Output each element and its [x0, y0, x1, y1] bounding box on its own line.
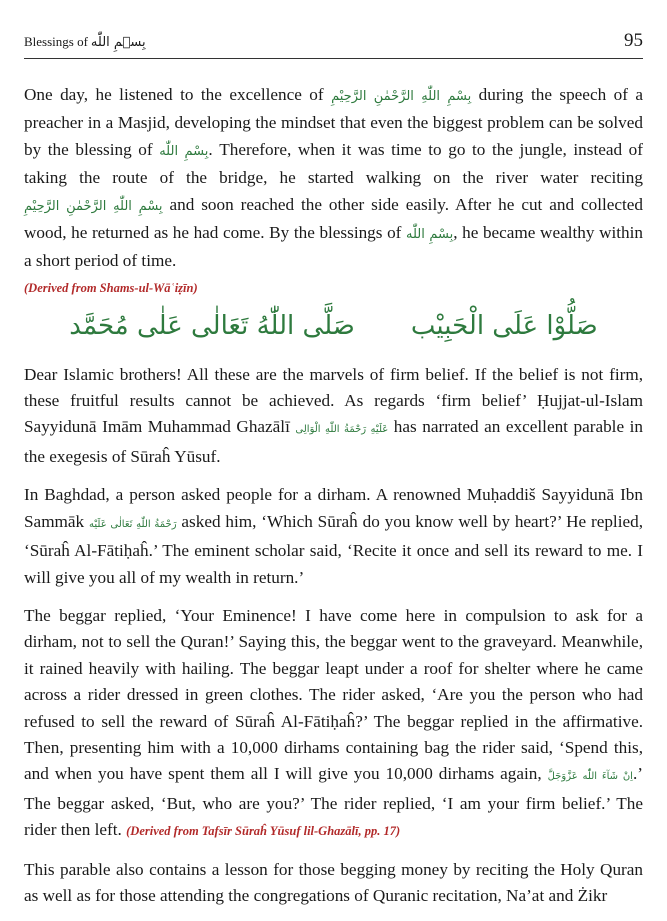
- arabic-bismillah: بِسْمِ اللّٰهِ الرَّحْمٰنِ الرَّحِيْمِ: [331, 89, 472, 104]
- running-title: Blessings of بِسۡمِ اللّٰه: [24, 34, 146, 50]
- page-body: [24, 82, 643, 921]
- arabic-honorific: رَحْمَةُ اللّٰهِ تَعَالٰى عَلَيْه: [89, 518, 177, 530]
- arabic-in-sha-allah: اِنْ شَآءَ اللّٰه عَزَّوَجَلَّ: [547, 771, 633, 783]
- paragraph-5: This parable also contains a lesson for those begging money by reciting the Holy Quran as well as for those attending the congregations of Quranic recitation, Na’at and Żikr: [24, 859, 643, 905]
- paragraph-3: In Baghdad, a person asked people for a dirham. A renowned Muḥaddiš Sayyidunā Ibn Sammāk رَحْمَةُ اللّٰهِ تَعَالٰى عَلَيْه asked him, ‘Which Sūraĥ do you know well by heart?’ He replied, ‘Sūraĥ Al-Fātiḥaĥ.’ The eminent scholar said, ‘Recite it once and sell its reward to me. I will give you all of my wealth in return.’: [24, 485, 644, 587]
- page-header: [24, 30, 643, 54]
- durood-salutation-1: صَلُّوْا عَلَى الْحَبِيْب: [410, 311, 598, 342]
- paragraph-2: Dear Islamic brothers! All these are the marvels of firm belief. If the belief is not firm, these fruitful results cannot be achieved. As regards ‘firm belief’ Ḥujjat-ul-Islam Sayyidunā Imām Muhammad Ghazālī عَلَيْهِ رَحْمَةُ اللّٰهِ الْوَالِى has narrated an excellent parable in the exegesis of Sūraĥ Yūsuf.: [24, 364, 644, 466]
- paragraph-1: One day, he listened to the excellence of بِسْمِ اللّٰهِ الرَّحْمٰنِ الرَّحِيْمِ during the speech of a preacher in a Masjid, developing the mindset that even the biggest problem can be solved by the blessing of بِسْمِ اللّٰه. Therefore, when it was time to go to the jungle, instead of taking the route of the bridge, he started walking on the river water reciting بِسْمِ اللّٰهِ الرَّحْمٰنِ الرَّحِيْمِ and soon reached the other side easily. After he cut and collected wood, he returned as he had come. By the blessings of بِسْمِ اللّٰه, he became wealthy within a short period of time. (Derived from Shams-ul-Wāʿiẓīn): [24, 82, 643, 301]
- reference-citation: (Derived from Tafsīr Sūraĥ Yūsuf lil-Ghazālī, pp. 17): [126, 824, 401, 839]
- paragraph-4: The beggar replied, ‘Your Eminence! I have come here in compulsion to ask for a dirham, not to sell the Quran!’ Saying this, the beggar went to the graveyard. Meanwhile, it rained heavily with hailing. The beggar leapt under a roof for shelter where he came across a rider dressed in green clothes. The rider asked, ‘Are you the person who had refused to sell the reward of Sūraĥ Al-Fātiḥaĥ?’ The beggar replied in the affirmative. Then, presenting him with a 10,000 dirhams containing bag the rider said, ‘Spend this, and when you have spent them all I will give you 10,000 dirhams again, اِنْ شَآءَ اللّٰه عَزَّوَجَلَّ.’ The beggar asked, ‘But, who are you?’ The rider replied, ‘I am your firm belief.’ The rider then left. (Derived from Tafsīr Sūraĥ Yūsuf lil-Ghazālī, pp. 17): [24, 605, 643, 840]
- arabic-bismillah: بِسْمِ اللّٰهِ الرَّحْمٰنِ الرَّحِيْمِ: [24, 198, 163, 214]
- durood-line: [24, 311, 643, 342]
- reference-citation: (Derived from Shams-ul-Wāʿiẓīn): [24, 280, 198, 295]
- header-rule: [24, 58, 643, 59]
- page-number: 95: [624, 30, 643, 51]
- arabic-honorific: عَلَيْهِ رَحْمَةُ اللّٰهِ الْوَالِى: [295, 424, 389, 436]
- bismillah-calligraphy: بِسۡمِ اللّٰه: [90, 35, 146, 50]
- arabic-bismillah-short: بِسْمِ اللّٰه: [406, 227, 454, 243]
- durood-salutation-2: صَلَّى اللّٰهُ تَعَالٰى عَلٰى مُحَمَّد: [69, 311, 355, 342]
- arabic-bismillah-short: بِسْمِ اللّٰه: [159, 143, 209, 159]
